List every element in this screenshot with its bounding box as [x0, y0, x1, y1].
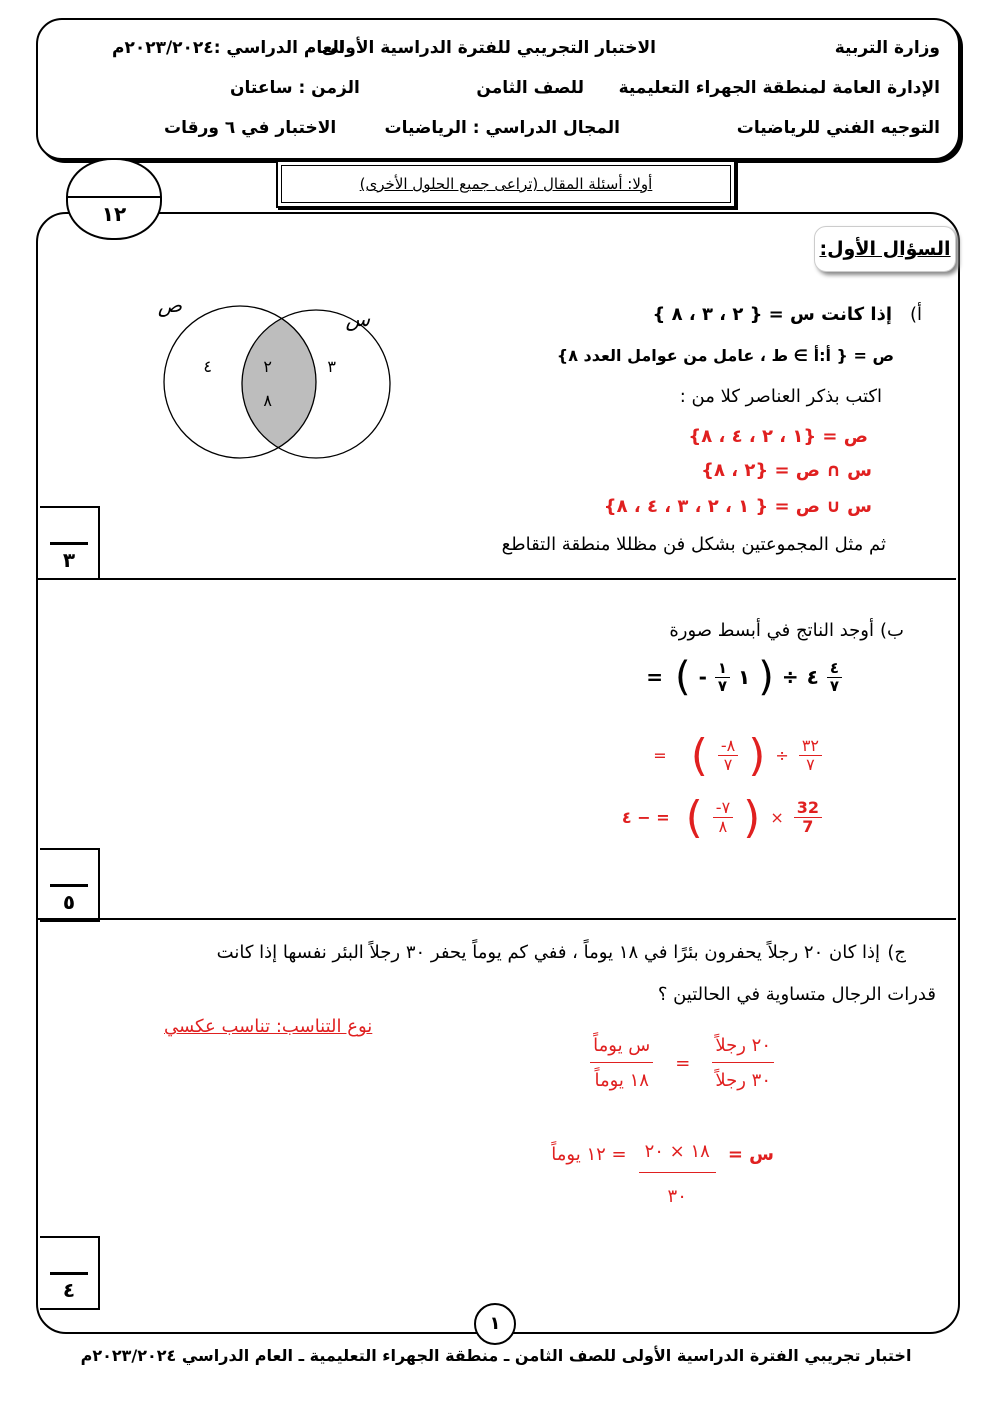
total-score: ١٢ [101, 202, 127, 226]
step2-times: × [770, 808, 784, 827]
part-b-step2: $\frac{32}{7}$ × ( $\frac{٧-}{٨}$ ) = − ٤ [622, 792, 822, 843]
venn-both-1: ٢ [263, 357, 272, 376]
header-directorate: الإدارة العامة لمنطقة الجهراء التعليمية [618, 78, 940, 98]
ratio-type: نوع التناسب: تناسب عكسي [164, 1016, 373, 1037]
q-frac2-den: ٧ [717, 676, 728, 695]
part-a-mark-box [40, 506, 100, 580]
part-c-line1: إذا كان ٢٠ رجلاً يحفرون بئرًا في ١٨ يوماً ، ففي كم يوماً يحفر ٣٠ رجلاً البئر نفسها إذا كانت [216, 942, 880, 963]
q-equals: = [646, 665, 663, 689]
header-year: العام الدراسي :٢٠٢٣/٢٠٢٤م [112, 38, 345, 58]
part-a-answer2: س ∩ ص = {٢ ، ٨} [701, 460, 872, 481]
part-b-label: ب) [880, 620, 904, 641]
part-b-mark-box [40, 848, 100, 922]
q-frac1-num: ٤ [827, 660, 842, 678]
venn-label-p: ص [157, 293, 182, 317]
page-number: ١ [474, 1303, 516, 1345]
venn-only-s: ٣ [327, 357, 336, 376]
part-b-step1: $\frac{٣٢}{٧}$ ÷ ( $\frac{٨-}{٧}$ ) = [653, 730, 822, 781]
step1-eq: = [653, 746, 667, 765]
ratio2-num: س يوماً [590, 1036, 653, 1063]
solution-result: = ١٢ يوماً [551, 1144, 627, 1165]
venn-only-p: ٤ [203, 357, 212, 376]
question-title: السؤال الأول: [819, 238, 951, 260]
venn-label-s: س [345, 307, 370, 331]
step1-fden: ٧ [723, 755, 733, 774]
part-c-solution [551, 1140, 774, 1207]
venn-intersection-shading [164, 306, 316, 458]
part-c-line2: قدرات الرجال متساوية في الحالتين ؟ [657, 984, 936, 1005]
step1-fnum: ٨- [718, 737, 738, 756]
part-a-label: أ) [909, 304, 922, 325]
step1-num: ٣٢ [799, 737, 822, 756]
divider-b-c [38, 918, 956, 920]
venn-both-2: ٨ [263, 391, 272, 410]
header-subject: المجال الدراسي : الرياضيات [384, 118, 620, 138]
q-whole2: ١ [738, 665, 751, 689]
part-a-answer1: ص = {١ ، ٢ ، ٤ ، ٨} [688, 426, 868, 447]
part-a-answer3: س ∪ ص = { ١ ، ٢ ، ٣ ، ٤ ، ٨} [603, 496, 872, 517]
step1-den: ٧ [806, 755, 815, 774]
step2-fden: ٨ [718, 817, 728, 836]
step2-num: 32 [794, 799, 822, 818]
part-c-mark: ٤ [62, 1278, 76, 1302]
footer-text: اختبار تجريبي الفترة الدراسية الأولى للصف الثامن ـ منطقة الجهراء التعليمية ـ العام الدراسي ٢٠٢٣/٢٠٢٤م [80, 1346, 912, 1365]
header-ministry: وزارة التربية [834, 38, 940, 58]
step2-result: = − ٤ [621, 808, 670, 827]
q-minus: - [698, 665, 707, 689]
section-title: أولا: أسئلة المقال (تراعى جميع الحلول الأخرى) [359, 175, 653, 193]
q-whole1: ٤ [806, 665, 819, 689]
step2-den: 7 [802, 817, 814, 836]
part-b-question: $\frac{٤}{٧}$ ٤ ÷ ( ١ $\frac{١}{٧}$ - ) = [646, 654, 842, 700]
ratio1-num: ٢٠ رجلاً [712, 1036, 774, 1063]
section-title-box [276, 160, 736, 208]
header-supervision: التوجيه الفني للرياضيات [736, 118, 940, 138]
part-c-label: ج) [887, 942, 906, 963]
solution-lhs: س = [727, 1144, 774, 1165]
header-grade: للصف الثامن [476, 78, 584, 98]
part-a-line1: إذا كانت س = { ٢ ، ٣ ، ٨ } [652, 304, 892, 325]
step1-div: ÷ [775, 746, 789, 765]
question-title-box [814, 226, 956, 272]
q-div-sign: ÷ [781, 665, 799, 689]
part-c-mark-box [40, 1236, 100, 1310]
solution-den: ٣٠ [667, 1185, 687, 1207]
header-exam-title: الاختبار التجريبي للفترة الدراسية الأولى [321, 38, 656, 58]
solution-num: ١٨ × ٢٠ [639, 1140, 716, 1173]
q-frac1-den: ٧ [829, 676, 839, 695]
ratio2-den: ١٨ يوماً [594, 1069, 649, 1091]
header-time: الزمن : ساعتان [230, 78, 360, 98]
part-a-line4: ثم مثل المجموعتين بشكل فن مظللا منطقة التقاطع [501, 534, 886, 555]
venn-diagram [130, 288, 420, 468]
part-b-mark: ٥ [62, 890, 76, 914]
part-a-line2: ص = { أ:أ ∋ ط ، عامل من عوامل العدد ٨} [556, 346, 894, 365]
total-score-oval [66, 158, 162, 240]
ratio1-den: ٣٠ رجلاً [715, 1069, 771, 1091]
part-a-mark: ٣ [62, 548, 76, 572]
header-pages: الاختبار في ٦ ورقات [164, 118, 337, 138]
divider-a-b [38, 578, 956, 580]
part-c-proportion [590, 1036, 774, 1091]
step2-fnum: ٧- [713, 799, 733, 818]
q-frac2-num: ١ [715, 660, 730, 678]
ratio-eq: = [675, 1052, 691, 1074]
part-b-instruction: أوجد الناتج في أبسط صورة [669, 620, 874, 641]
part-a-line3: اكتب بذكر العناصر كلا من : [679, 386, 882, 407]
